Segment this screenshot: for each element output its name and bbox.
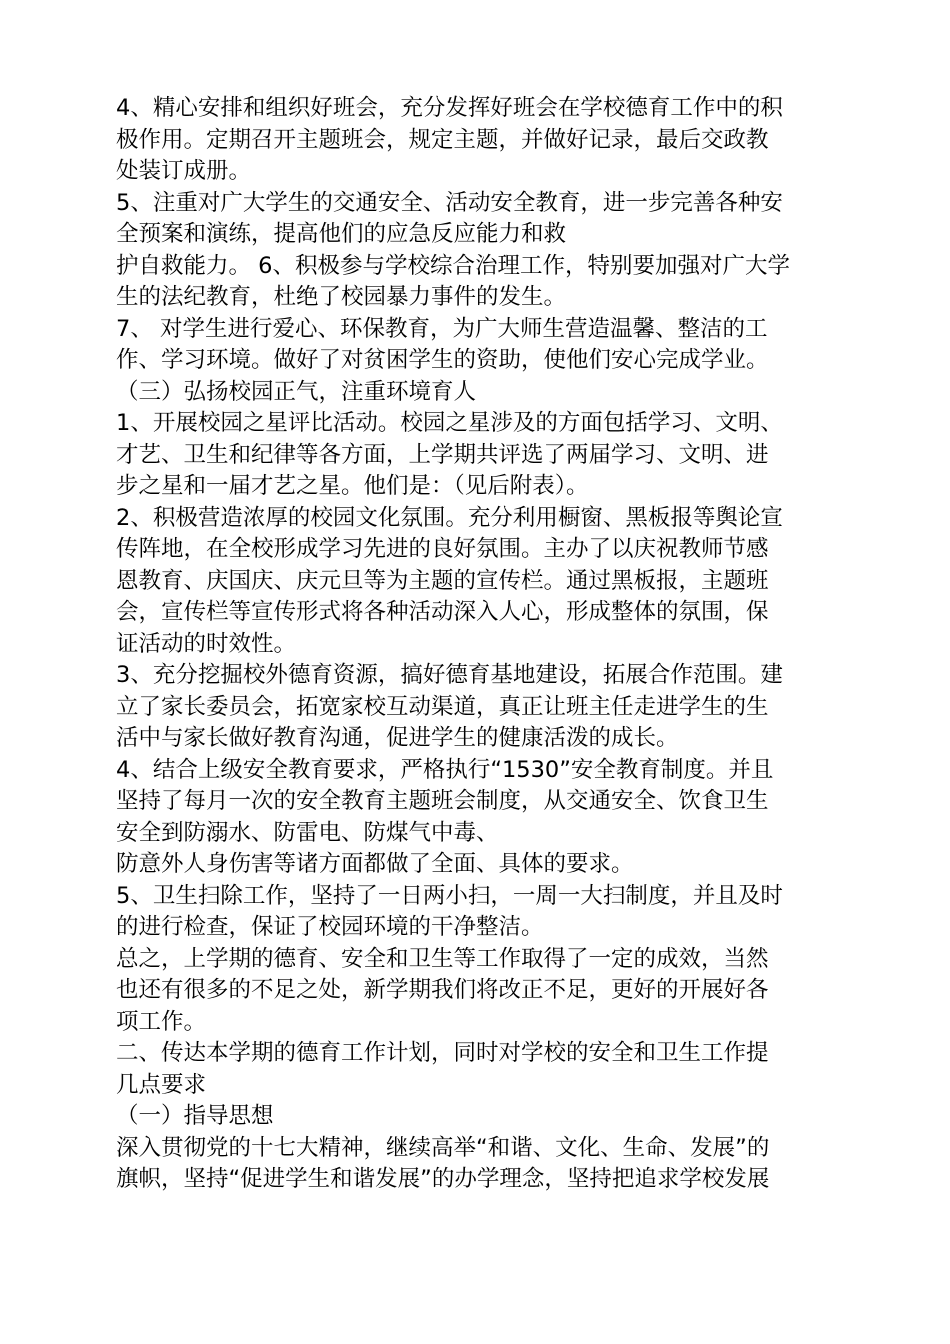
paragraph (116, 755, 836, 881)
text-line: 才艺、卫生和纪律等各方面，上学期共评选了两届学习、文明、进 (116, 441, 769, 468)
text-line: 2、积极营造浓厚的校园文化氛围。充分利用橱窗、黑板报等舆论宣 (116, 504, 783, 531)
document-page (116, 93, 836, 1196)
text-line: 极作用。定期召开主题班会，规定主题，并做好记录，最后交政教 (116, 126, 769, 153)
text-line: 也还有很多的不足之处，新学期我们将改正不足，更好的开展好各 (116, 977, 769, 1003)
text-line: 4、精心安排和组织好班会，充分发挥好班会在学校德育工作中的积 (116, 95, 783, 121)
text-line: 防意外人身伤害等诸方面都做了全面、具体的要求。 (116, 851, 634, 877)
text-line: 立了家长委员会，拓宽家校互动渠道，真正让班主任走进学生的生 (116, 693, 769, 720)
paragraph (116, 93, 836, 188)
text-line: 几点要求 (116, 1071, 207, 1098)
text-line: 5、注重对广大学生的交通安全、活动安全教育，进一步完善各种安 (116, 189, 783, 216)
paragraph (116, 503, 836, 661)
text-line: 深入贯彻党的十七大精神，继续高举“和谐、文化、生命、发展”的 (116, 1134, 770, 1161)
text-line: 1、开展校园之星评比活动。校园之星涉及的方面包括学习、文明、 (116, 410, 783, 436)
paragraph (116, 944, 836, 1039)
paragraph (116, 188, 836, 314)
paragraph (116, 1133, 836, 1196)
text-line: 7、 对学生进行爱心、环保教育，为广大师生营造温馨、整洁的工 (116, 315, 768, 342)
text-line: 项工作。 (116, 1008, 207, 1035)
paragraph (116, 408, 836, 503)
paragraph (116, 881, 836, 944)
text-line: 传阵地，在全校形成学习先进的良好氛围。主办了以庆祝教师节感 (116, 536, 769, 562)
text-line: 作、学习环境。做好了对贫困学生的资助，使他们安心完成学业。 (116, 347, 769, 373)
text-line: 生的法纪教育，杜绝了校园暴力事件的发生。 (116, 284, 567, 310)
text-line: （三）弘扬校园正气，注重环境育人 (116, 378, 477, 405)
text-line: 证活动的时效性。 (116, 630, 297, 657)
text-line: 护自救能力。 6、积极参与学校综合治理工作，特别要加强对广大学 (116, 252, 790, 279)
text-line: 恩教育、庆国庆、庆元旦等为主题的宣传栏。通过黑板报，主题班 (116, 567, 769, 594)
text-line: 二、传达本学期的德育工作计划，同时对学校的安全和卫生工作提 (116, 1040, 769, 1066)
paragraph (116, 314, 836, 377)
paragraph (116, 377, 836, 409)
text-line: 步之星和一届才艺之星。他们是：（见后附表）。 (116, 473, 589, 499)
text-line: 会，宣传栏等宣传形式将各种活动深入人心，形成整体的氛围，保 (116, 599, 769, 625)
text-line: 旗帜，坚持“促进学生和谐发展”的办学理念，坚持把追求学校发展 (116, 1166, 770, 1192)
text-line: 处装订成册。 (116, 158, 252, 184)
text-line: 全预案和演练，提高他们的应急反应能力和救 (116, 221, 567, 247)
text-line: 的进行检查，保证了校园环境的干净整洁。 (116, 914, 544, 940)
text-line: 安全到防溺水、防雷电、防煤气中毒、 (116, 819, 499, 846)
text-line: 坚持了每月一次的安全教育主题班会制度，从交通安全、饮食卫生 (116, 788, 769, 814)
text-line: 4、结合上级安全教育要求，严格执行“1530”安全教育制度。并且 (116, 756, 774, 783)
text-line: 3、充分挖掘校外德育资源，搞好德育基地建设，拓展合作范围。建 (116, 662, 783, 688)
text-line: （一）指导思想 (116, 1103, 274, 1129)
text-line: 总之，上学期的德育、安全和卫生等工作取得了一定的成效，当然 (116, 945, 769, 972)
text-line: 活中与家长做好教育沟通，促进学生的健康活泼的成长。 (116, 725, 679, 751)
text-line: 5、卫生扫除工作，坚持了一日两小扫，一周一大扫制度，并且及时 (116, 882, 783, 909)
paragraph (116, 660, 836, 755)
paragraph (116, 1101, 836, 1133)
paragraph (116, 1038, 836, 1101)
